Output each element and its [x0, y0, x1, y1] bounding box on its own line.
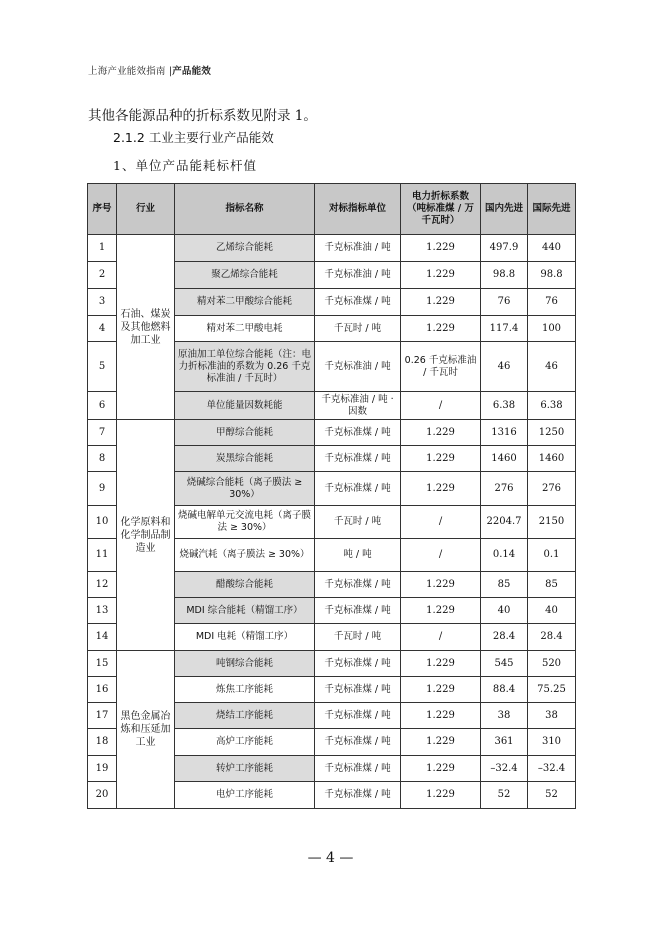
cell-seq: 15 — [88, 651, 117, 677]
cell-seq: 20 — [88, 782, 117, 809]
cell-international: 1460 — [528, 446, 576, 472]
header-international: 国际先进 — [528, 184, 576, 235]
cell-unit: 千瓦时 / 吨 — [315, 316, 401, 342]
cell-factor: / — [401, 539, 481, 572]
cell-indicator: 炼焦工序能耗 — [175, 677, 315, 703]
cell-factor: 1.229 — [401, 703, 481, 729]
cell-unit: 吨 / 吨 — [315, 539, 401, 572]
cell-seq: 2 — [88, 262, 117, 289]
cell-domestic: 497.9 — [481, 235, 528, 262]
cell-international: 46 — [528, 342, 576, 392]
cell-indicator: 烧碱综合能耗（离子膜法 ≥ 30%） — [175, 472, 315, 506]
cell-indicator: 乙烯综合能耗 — [175, 235, 315, 262]
cell-international: 520 — [528, 651, 576, 677]
cell-factor: 1.229 — [401, 782, 481, 809]
cell-indicator: MDI 综合能耗（精馏工序） — [175, 598, 315, 624]
cell-indicator: 精对苯二甲酸电耗 — [175, 316, 315, 342]
cell-indicator: 烧碱电解单元交流电耗（离子膜法 ≥ 30%） — [175, 506, 315, 539]
cell-domestic: 98.8 — [481, 262, 528, 289]
cell-domestic: 1460 — [481, 446, 528, 472]
cell-indicator: 电炉工序能耗 — [175, 782, 315, 809]
cell-factor: 1.229 — [401, 472, 481, 506]
cell-domestic: 0.14 — [481, 539, 528, 572]
cell-industry-petro: 石油、煤炭及其他燃料加工业 — [117, 235, 175, 420]
cell-factor: 1.229 — [401, 235, 481, 262]
cell-seq: 12 — [88, 572, 117, 598]
cell-seq: 1 — [88, 235, 117, 262]
cell-indicator: 精对苯二甲酸综合能耗 — [175, 289, 315, 316]
cell-unit: 千克标准煤 / 吨 — [315, 420, 401, 446]
cell-factor: / — [401, 624, 481, 651]
cell-seq: 3 — [88, 289, 117, 316]
cell-unit: 千瓦时 / 吨 — [315, 506, 401, 539]
cell-unit: 千克标准煤 / 吨 — [315, 756, 401, 782]
cell-domestic: 1316 — [481, 420, 528, 446]
cell-factor: 1.229 — [401, 651, 481, 677]
cell-domestic: 2204.7 — [481, 506, 528, 539]
cell-domestic: 361 — [481, 729, 528, 756]
cell-international: 28.4 — [528, 624, 576, 651]
cell-seq: 7 — [88, 420, 117, 446]
cell-unit: 千克标准油 / 吨 — [315, 262, 401, 289]
cell-seq: 16 — [88, 677, 117, 703]
cell-factor: 1.229 — [401, 756, 481, 782]
cell-seq: 10 — [88, 506, 117, 539]
cell-indicator: 单位能量因数耗能 — [175, 392, 315, 420]
energy-benchmark-table — [87, 183, 576, 809]
cell-domestic: 6.38 — [481, 392, 528, 420]
cell-unit: 千克标准煤 / 吨 — [315, 651, 401, 677]
cell-international: 0.1 — [528, 539, 576, 572]
cell-factor: 1.229 — [401, 598, 481, 624]
cell-domestic: 28.4 — [481, 624, 528, 651]
table-row — [88, 235, 576, 262]
cell-unit: 千克标准煤 / 吨 — [315, 729, 401, 756]
cell-unit: 千克标准煤 / 吨 — [315, 289, 401, 316]
cell-domestic: 40 — [481, 598, 528, 624]
cell-seq: 19 — [88, 756, 117, 782]
cell-unit: 千克标准油 / 吨 · 因数 — [315, 392, 401, 420]
cell-unit: 千克标准煤 / 吨 — [315, 703, 401, 729]
header-separator: | — [168, 66, 173, 77]
header-domestic: 国内先进 — [481, 184, 528, 235]
header-chapter-title: 产品能效 — [172, 66, 212, 77]
cell-indicator: 原油加工单位综合能耗（注：电力折标准油的系数为 0.26 千克标准油 / 千瓦时） — [175, 342, 315, 392]
cell-industry-metal: 黑色金属冶炼和压延加工业 — [117, 651, 175, 809]
cell-factor: / — [401, 392, 481, 420]
header-unit: 对标指标单位 — [315, 184, 401, 235]
cell-domestic: 76 — [481, 289, 528, 316]
cell-seq: 14 — [88, 624, 117, 651]
header-industry: 行业 — [117, 184, 175, 235]
cell-factor: 1.229 — [401, 572, 481, 598]
cell-international: 52 — [528, 782, 576, 809]
cell-factor: 1.229 — [401, 677, 481, 703]
cell-international: 98.8 — [528, 262, 576, 289]
cell-international: 76 — [528, 289, 576, 316]
cell-domestic: –32.4 — [481, 756, 528, 782]
section-heading: 2.1.2 工业主要行业产品能效 — [113, 130, 274, 145]
cell-indicator: 烧碱汽耗（离子膜法 ≥ 30%） — [175, 539, 315, 572]
table-row — [88, 651, 576, 677]
cell-unit: 千克标准油 / 吨 — [315, 235, 401, 262]
cell-international: 100 — [528, 316, 576, 342]
cell-indicator: 转炉工序能耗 — [175, 756, 315, 782]
running-header — [88, 63, 211, 77]
cell-unit: 千瓦时 / 吨 — [315, 624, 401, 651]
cell-factor: 0.26 千克标准油 / 千瓦时 — [401, 342, 481, 392]
cell-factor: / — [401, 506, 481, 539]
cell-international: 276 — [528, 472, 576, 506]
cell-seq: 9 — [88, 472, 117, 506]
header-indicator: 指标名称 — [175, 184, 315, 235]
cell-international: –32.4 — [528, 756, 576, 782]
cell-indicator: 炭黑综合能耗 — [175, 446, 315, 472]
cell-factor: 1.229 — [401, 420, 481, 446]
cell-factor: 1.229 — [401, 316, 481, 342]
cell-factor: 1.229 — [401, 289, 481, 316]
subsection-heading: 1、单位产品能耗标杆值 — [113, 158, 257, 173]
cell-domestic: 52 — [481, 782, 528, 809]
cell-seq: 13 — [88, 598, 117, 624]
cell-indicator: 醋酸综合能耗 — [175, 572, 315, 598]
cell-seq: 17 — [88, 703, 117, 729]
cell-seq: 5 — [88, 342, 117, 392]
cell-international: 85 — [528, 572, 576, 598]
cell-international: 40 — [528, 598, 576, 624]
cell-unit: 千克标准煤 / 吨 — [315, 572, 401, 598]
cell-domestic: 38 — [481, 703, 528, 729]
cell-factor: 1.229 — [401, 729, 481, 756]
cell-domestic: 545 — [481, 651, 528, 677]
cell-industry-chem: 化学原料和化学制品制造业 — [117, 420, 175, 651]
cell-indicator: 高炉工序能耗 — [175, 729, 315, 756]
cell-seq: 11 — [88, 539, 117, 572]
cell-seq: 6 — [88, 392, 117, 420]
header-seq: 序号 — [88, 184, 117, 235]
cell-unit: 千克标准煤 / 吨 — [315, 598, 401, 624]
cell-unit: 千克标准煤 / 吨 — [315, 677, 401, 703]
cell-domestic: 88.4 — [481, 677, 528, 703]
intro-paragraph: 其他各能源品种的折标系数见附录 1。 — [88, 108, 317, 124]
table-row — [88, 420, 576, 446]
table-header-row — [88, 184, 576, 235]
cell-international: 1250 — [528, 420, 576, 446]
cell-international: 75.25 — [528, 677, 576, 703]
cell-factor: 1.229 — [401, 446, 481, 472]
cell-domestic: 85 — [481, 572, 528, 598]
cell-international: 440 — [528, 235, 576, 262]
cell-domestic: 117.4 — [481, 316, 528, 342]
cell-unit: 千克标准煤 / 吨 — [315, 782, 401, 809]
cell-domestic: 276 — [481, 472, 528, 506]
cell-seq: 18 — [88, 729, 117, 756]
cell-unit: 千克标准煤 / 吨 — [315, 446, 401, 472]
header-factor: 电力折标系数（吨标准煤 / 万千瓦时） — [401, 184, 481, 235]
cell-indicator: 聚乙烯综合能耗 — [175, 262, 315, 289]
cell-unit: 千克标准油 / 吨 — [315, 342, 401, 392]
cell-indicator: 吨钢综合能耗 — [175, 651, 315, 677]
header-guide-title: 上海产业能效指南 — [88, 66, 169, 77]
cell-international: 2150 — [528, 506, 576, 539]
cell-unit: 千克标准煤 / 吨 — [315, 472, 401, 506]
cell-seq: 8 — [88, 446, 117, 472]
cell-indicator: 烧结工序能耗 — [175, 703, 315, 729]
cell-factor: 1.229 — [401, 262, 481, 289]
cell-international: 38 — [528, 703, 576, 729]
page-number: — 4 — — [307, 850, 354, 866]
cell-international: 310 — [528, 729, 576, 756]
cell-international: 6.38 — [528, 392, 576, 420]
cell-domestic: 46 — [481, 342, 528, 392]
cell-indicator: MDI 电耗（精馏工序） — [175, 624, 315, 651]
cell-seq: 4 — [88, 316, 117, 342]
cell-indicator: 甲醇综合能耗 — [175, 420, 315, 446]
